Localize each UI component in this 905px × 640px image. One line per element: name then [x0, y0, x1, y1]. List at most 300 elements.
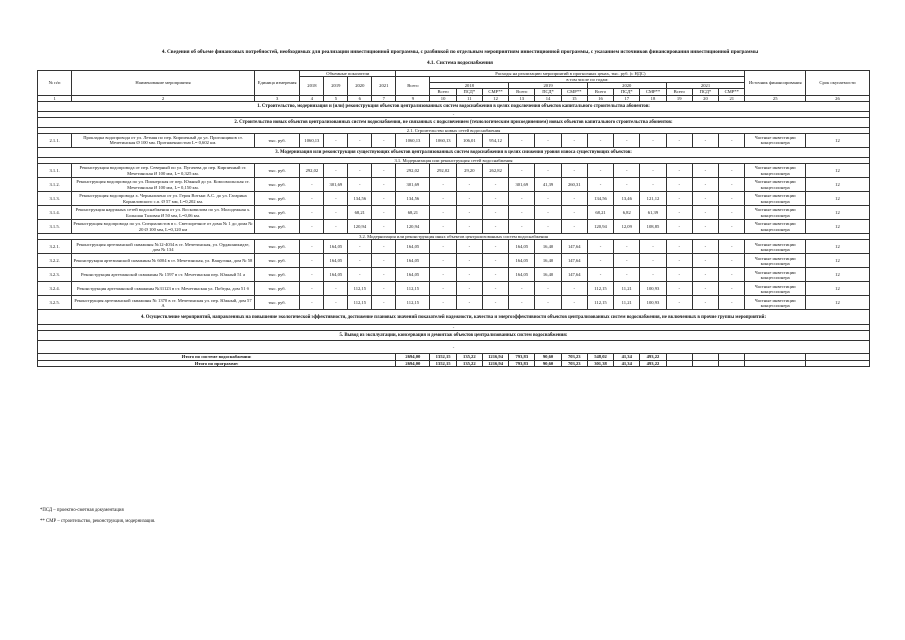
row-value: 1060,13: [300, 133, 324, 147]
section-row: [38, 101, 870, 111]
row-value: 13,46: [614, 192, 640, 206]
row-value: -: [482, 282, 508, 296]
row-value: 68,21: [396, 206, 430, 220]
row-value: 164,05: [324, 268, 348, 282]
header-sub: СМР**: [719, 89, 745, 95]
row-value: -: [535, 192, 561, 206]
row-value: -: [456, 178, 482, 192]
header-sub: ПСД*: [614, 89, 640, 95]
column-number: 4: [300, 95, 324, 101]
row-value: -: [482, 220, 508, 234]
footnote-psd: *ПСД – проектно-сметная документация: [40, 508, 124, 513]
row-source: Частные инвестиции концессионера: [745, 164, 805, 178]
row-number: 3.2.2.: [38, 254, 72, 268]
row-value: -: [587, 133, 613, 147]
row-value: -: [509, 282, 535, 296]
table-row: [38, 178, 870, 192]
row-value: 11,21: [614, 296, 640, 310]
row-value: -: [719, 178, 745, 192]
row-value: -: [456, 282, 482, 296]
row-value: -: [348, 133, 372, 147]
row-source: Частные инвестиции концессионера: [745, 268, 805, 282]
header-term: Срок окупаемости: [805, 71, 869, 96]
header-sub: СМР**: [640, 89, 666, 95]
header-sub: СМР**: [561, 89, 587, 95]
total-empty-cell: [666, 360, 692, 366]
section-5-dash: -: [38, 341, 870, 354]
total-empty-cell: [805, 360, 869, 366]
row-value: -: [482, 206, 508, 220]
header-year: 2021: [372, 77, 396, 95]
row-term: 12: [805, 164, 869, 178]
total-value: 1216,94: [482, 360, 508, 366]
total-value: 493,22: [640, 360, 666, 366]
header-sub: Всего: [666, 89, 692, 95]
row-value: 120,94: [348, 220, 372, 234]
row-source: Частные инвестиции концессионера: [745, 178, 805, 192]
row-value: -: [692, 268, 718, 282]
row-value: 292,02: [300, 164, 324, 178]
row-number: 3.1.5.: [38, 220, 72, 234]
row-value: -: [372, 133, 396, 147]
total-value: 301,38: [587, 360, 613, 366]
total-value: 135,22: [456, 354, 482, 360]
total-value: 793,83: [509, 360, 535, 366]
total-value: 548,02: [587, 354, 613, 360]
total-value: 793,83: [509, 354, 535, 360]
row-value: -: [300, 296, 324, 310]
row-value: -: [456, 268, 482, 282]
table-row: [38, 133, 870, 147]
subsection-3-2-title: 3.2. Модернизация или реконструкция иных объектов централизованных систем водоснабжения: [38, 234, 870, 240]
row-value: -: [482, 254, 508, 268]
header-sub: ПСД*: [692, 89, 718, 95]
row-value: -: [692, 296, 718, 310]
column-number: 21: [719, 95, 745, 101]
row-value: -: [535, 296, 561, 310]
row-value: -: [430, 220, 456, 234]
table-row: [38, 220, 870, 234]
row-value: -: [456, 254, 482, 268]
row-value: 134,56: [587, 192, 613, 206]
row-value: -: [482, 268, 508, 282]
column-number: 12: [482, 95, 508, 101]
row-value: 292,02: [430, 164, 456, 178]
row-value: -: [666, 268, 692, 282]
header-sub: ПСД*: [535, 89, 561, 95]
row-value: 16,40: [535, 240, 561, 254]
header-sub: СМР**: [482, 89, 508, 95]
row-value: -: [719, 268, 745, 282]
row-value: -: [430, 240, 456, 254]
section-1-dash: -: [38, 111, 870, 117]
row-value: -: [692, 133, 718, 147]
row-value: -: [561, 282, 587, 296]
total-empty-cell: [692, 360, 718, 366]
column-number: 14: [535, 95, 561, 101]
row-name: Реконструкция артезианской скважины №12-4034 в ст. Мечетинская, ул. Орджоникидзе, дом № 134: [72, 240, 255, 254]
row-value: -: [372, 254, 396, 268]
section-2-title: 2. Строительство новых объектов централизованных систем водоснабжения, не связанных с подключением (технологическим присоединением) новых объектов капитального строительства абонентов:: [38, 117, 870, 127]
row-unit: тыс. руб.: [254, 164, 300, 178]
total-value: 1216,94: [482, 354, 508, 360]
column-number: 25: [745, 95, 805, 101]
total-value: 1352,15: [430, 360, 456, 366]
row-value: 41,39: [535, 178, 561, 192]
row-name: Реконструкция водопровода х. Черныльчено от ул. Героя Вотьки А.С. до ул. Гагарина Корниловского с.п. Ø 57 мм, L=0,202 км.: [72, 192, 255, 206]
row-value: -: [640, 178, 666, 192]
table-row: [38, 254, 870, 268]
row-unit: тыс. руб.: [254, 206, 300, 220]
row-value: -: [614, 268, 640, 282]
row-name: Реконструкция артезианской скважины №31123 в ст. Мечетинская ул. Победы, дом 51 б: [72, 282, 255, 296]
row-value: 68,21: [348, 206, 372, 220]
table-row: [38, 282, 870, 296]
row-value: -: [640, 268, 666, 282]
column-number: 10: [430, 95, 456, 101]
row-value: 16,40: [535, 268, 561, 282]
row-value: -: [324, 282, 348, 296]
row-value: -: [482, 296, 508, 310]
table-row: [38, 240, 870, 254]
row-value: -: [300, 206, 324, 220]
row-source: Частные инвестиции концессионера: [745, 192, 805, 206]
row-value: 301,69: [396, 178, 430, 192]
section-3-title: 3. Модернизация или реконструкция существующих объектов централизованных систем водоснабжения в целях снижения уровня износа существующих объектов:: [38, 147, 870, 157]
row-source: Частные инвестиции концессионера: [745, 133, 805, 147]
column-number: 16: [587, 95, 613, 101]
row-value: -: [300, 268, 324, 282]
row-value: 16,40: [535, 254, 561, 268]
row-value: -: [666, 178, 692, 192]
row-value: -: [561, 220, 587, 234]
row-source: Частные инвестиции концессионера: [745, 296, 805, 310]
header-incl: в том числе по годам:: [430, 77, 745, 83]
row-value: 164,05: [396, 240, 430, 254]
header-num: № п/п: [38, 71, 72, 96]
row-value: -: [509, 206, 535, 220]
section-row: [38, 310, 870, 325]
row-value: -: [666, 240, 692, 254]
column-number: 3: [254, 95, 300, 101]
row-value: 147,64: [561, 268, 587, 282]
row-value: 164,05: [324, 254, 348, 268]
row-term: 12: [805, 220, 869, 234]
row-value: 61,39: [640, 206, 666, 220]
row-value: -: [430, 206, 456, 220]
column-number: 20: [692, 95, 718, 101]
row-value: -: [719, 220, 745, 234]
row-unit: тыс. руб.: [254, 240, 300, 254]
row-value: -: [666, 282, 692, 296]
row-value: 112,15: [396, 296, 430, 310]
row-value: -: [640, 133, 666, 147]
row-value: 12,09: [614, 220, 640, 234]
row-value: 134,56: [396, 192, 430, 206]
row-value: 100,93: [640, 296, 666, 310]
row-value: 121,12: [640, 192, 666, 206]
row-value: 134,56: [348, 192, 372, 206]
row-number: 3.1.3.: [38, 192, 72, 206]
header-unit: Единица измерения: [254, 71, 300, 96]
total-row-program: [38, 360, 870, 366]
row-value: 292,02: [396, 164, 430, 178]
row-value: -: [587, 240, 613, 254]
row-value: -: [509, 192, 535, 206]
row-value: -: [372, 164, 396, 178]
row-value: 106,01: [456, 133, 482, 147]
header-year: 2019: [509, 83, 588, 89]
row-term: 12: [805, 192, 869, 206]
total-value: 41,34: [614, 354, 640, 360]
header-sub: Всего: [430, 89, 456, 95]
row-value: -: [372, 240, 396, 254]
total-value: 493,22: [640, 354, 666, 360]
row-term: 12: [805, 282, 869, 296]
row-value: -: [430, 296, 456, 310]
row-number: 3.1.1.: [38, 164, 72, 178]
row-name: Реконструкция водопровода по ул. Пионерская от пер. Южный до ул. Комсомольская ст. Мечетинская Ø 100 мм, L= 0,150 км.: [72, 178, 255, 192]
subsection-3-1-title: 3.1. Модернизация или реконструкция сетей водоснабжения: [38, 157, 870, 163]
row-value: 260,31: [561, 178, 587, 192]
column-number: 19: [666, 95, 692, 101]
row-value: -: [300, 192, 324, 206]
row-value: -: [324, 192, 348, 206]
row-value: -: [430, 254, 456, 268]
row-value: -: [456, 206, 482, 220]
row-value: 164,05: [396, 254, 430, 268]
row-value: -: [561, 206, 587, 220]
header-expenses: Расходы на реализацию мероприятий в прогнозных ценах, тыс. руб. (с НДС): [396, 71, 745, 77]
header-total: Всего: [396, 77, 430, 95]
column-number: 5: [324, 95, 348, 101]
row-value: 164,05: [396, 268, 430, 282]
section-row: [38, 147, 870, 157]
row-value: -: [372, 178, 396, 192]
row-unit: тыс. руб.: [254, 296, 300, 310]
row-number: 2.1.1.: [38, 133, 72, 147]
column-number: 15: [561, 95, 587, 101]
row-value: -: [300, 240, 324, 254]
column-number: 17: [614, 95, 640, 101]
document-title: 4. Сведения об объеме финансовых потребностей, необходимых для реализации инвестиционной программы, с разбивкой по отдельным мероприятиям инвестиционной программы, с указанием источников финансирования инвестиционной программы: [161, 49, 759, 55]
row-value: -: [535, 282, 561, 296]
row-unit: тыс. руб.: [254, 192, 300, 206]
row-value: 164,05: [509, 268, 535, 282]
row-value: 164,05: [324, 240, 348, 254]
row-value: -: [324, 296, 348, 310]
row-value: -: [348, 164, 372, 178]
row-term: 12: [805, 254, 869, 268]
row-value: -: [324, 133, 348, 147]
column-number: 18: [640, 95, 666, 101]
row-value: -: [561, 192, 587, 206]
row-number: 3.2.1.: [38, 240, 72, 254]
row-term: 12: [805, 268, 869, 282]
row-value: -: [535, 206, 561, 220]
row-source: Частные инвестиции концессионера: [745, 240, 805, 254]
row-value: 112,15: [587, 282, 613, 296]
total-value: 1352,15: [430, 354, 456, 360]
row-value: -: [719, 133, 745, 147]
total-value: 90,60: [535, 354, 561, 360]
row-value: -: [348, 268, 372, 282]
row-number: 3.2.4.: [38, 282, 72, 296]
row-unit: тыс. руб.: [254, 254, 300, 268]
header-year: 2018: [300, 77, 324, 95]
row-value: -: [614, 178, 640, 192]
row-term: 12: [805, 296, 869, 310]
row-value: -: [587, 254, 613, 268]
row-value: -: [561, 296, 587, 310]
row-value: 164,05: [509, 240, 535, 254]
column-number: 1: [38, 95, 72, 101]
row-value: -: [692, 254, 718, 268]
row-value: -: [561, 133, 587, 147]
row-value: -: [324, 220, 348, 234]
total-value: 135,22: [456, 360, 482, 366]
total-empty-cell: [745, 360, 805, 366]
column-number: 13: [509, 95, 535, 101]
row-value: -: [692, 164, 718, 178]
row-value: -: [666, 206, 692, 220]
row-value: -: [509, 164, 535, 178]
table-row: [38, 206, 870, 220]
column-number: 9: [396, 95, 430, 101]
row-source: Частные инвестиции концессионера: [745, 220, 805, 234]
row-value: -: [719, 240, 745, 254]
header-year: 2021: [666, 83, 745, 89]
row-value: 120,94: [587, 220, 613, 234]
row-value: -: [372, 220, 396, 234]
row-name: Реконструкция артезианской скважины № 1370 в ст. Мечетинская ул. пер. Южный, дом 57 А: [72, 296, 255, 310]
row-value: -: [666, 254, 692, 268]
total-value: 90,60: [535, 360, 561, 366]
row-name: Прокладка водопровода от ул. Летняя по пер. Кирпичный до ул. Прогонщиков ст. Мечетинская Ø 100 мм. Протяженностью L= 0,602 км.: [72, 133, 255, 147]
row-value: -: [666, 164, 692, 178]
row-value: -: [719, 164, 745, 178]
row-term: 12: [805, 240, 869, 254]
row-value: -: [640, 254, 666, 268]
column-number: 26: [805, 95, 869, 101]
row-source: Частные инвестиции концессионера: [745, 254, 805, 268]
total-label: Итого по программе:: [38, 360, 396, 366]
row-value: -: [324, 164, 348, 178]
row-value: 1060,13: [430, 133, 456, 147]
row-value: -: [372, 282, 396, 296]
row-value: -: [692, 192, 718, 206]
row-value: -: [614, 254, 640, 268]
row-name: Реконструкция артезианской скважины № 6004 в ст. Мечетинская, ул. Ващугина, дом № 58: [72, 254, 255, 268]
row-name: Реконструкция наружных сетей водоснабжения от ул. Восковилова по ул. Молодежная х. Большая Таловая Ø 50 мм, L=0,06 км.: [72, 206, 255, 220]
row-value: 112,15: [587, 296, 613, 310]
row-value: -: [719, 254, 745, 268]
row-value: -: [614, 240, 640, 254]
row-value: 100,93: [640, 282, 666, 296]
row-value: -: [348, 178, 372, 192]
row-value: 1060,13: [396, 133, 430, 147]
row-name: Реконструкция артезианской скважины № 1597 в ст. Мечетинская пер. Южный 51 а: [72, 268, 255, 282]
row-value: -: [430, 192, 456, 206]
row-number: 3.1.4.: [38, 206, 72, 220]
row-term: 12: [805, 178, 869, 192]
row-value: 301,69: [509, 178, 535, 192]
row-value: -: [614, 133, 640, 147]
row-value: -: [372, 192, 396, 206]
row-unit: тыс. руб.: [254, 220, 300, 234]
header-physical: Объемные показатели: [300, 71, 396, 77]
row-value: -: [692, 240, 718, 254]
row-value: -: [300, 254, 324, 268]
row-unit: тыс. руб.: [254, 268, 300, 282]
row-value: 68,21: [587, 206, 613, 220]
table-row: [38, 192, 870, 206]
row-value: -: [456, 192, 482, 206]
row-value: -: [614, 164, 640, 178]
total-empty-cell: [719, 360, 745, 366]
column-number: 6: [348, 95, 372, 101]
row-term: 12: [805, 206, 869, 220]
section-row: [38, 331, 870, 341]
row-number: 3.1.2.: [38, 178, 72, 192]
row-value: -: [640, 240, 666, 254]
column-number: 2: [72, 95, 255, 101]
row-value: -: [587, 164, 613, 178]
column-number: 7: [372, 95, 396, 101]
row-value: -: [430, 268, 456, 282]
row-value: -: [372, 268, 396, 282]
row-value: -: [535, 133, 561, 147]
row-value: 120,94: [396, 220, 430, 234]
row-value: -: [456, 220, 482, 234]
row-value: -: [719, 192, 745, 206]
row-value: -: [692, 220, 718, 234]
row-value: 147,64: [561, 254, 587, 268]
row-value: -: [509, 296, 535, 310]
row-value: -: [372, 296, 396, 310]
row-value: 6,82: [614, 206, 640, 220]
row-number: 3.2.5.: [38, 296, 72, 310]
row-value: -: [509, 220, 535, 234]
row-value: -: [300, 178, 324, 192]
row-value: -: [482, 240, 508, 254]
total-label: Итого по системе водоснабжения:: [38, 354, 396, 360]
table-row: [38, 296, 870, 310]
row-value: -: [692, 282, 718, 296]
row-value: -: [640, 164, 666, 178]
row-value: -: [430, 282, 456, 296]
row-value: -: [587, 268, 613, 282]
row-value: 262,82: [482, 164, 508, 178]
row-value: 11,21: [614, 282, 640, 296]
subsection-2-1-title: 2.1. Строительство новых сетей водоснабжения: [38, 127, 870, 133]
row-value: -: [666, 296, 692, 310]
total-value: 703,23: [561, 354, 587, 360]
row-value: -: [535, 220, 561, 234]
row-value: -: [300, 220, 324, 234]
row-value: -: [666, 220, 692, 234]
row-value: -: [666, 133, 692, 147]
header-year: 2020: [587, 83, 666, 89]
header-year: 2019: [324, 77, 348, 95]
row-value: -: [719, 296, 745, 310]
header-year: 2020: [348, 77, 372, 95]
header-name: Наименование мероприятия: [72, 71, 255, 96]
total-value: 41,34: [614, 360, 640, 366]
row-value: -: [587, 178, 613, 192]
total-value: 703,23: [561, 360, 587, 366]
row-value: -: [482, 178, 508, 192]
